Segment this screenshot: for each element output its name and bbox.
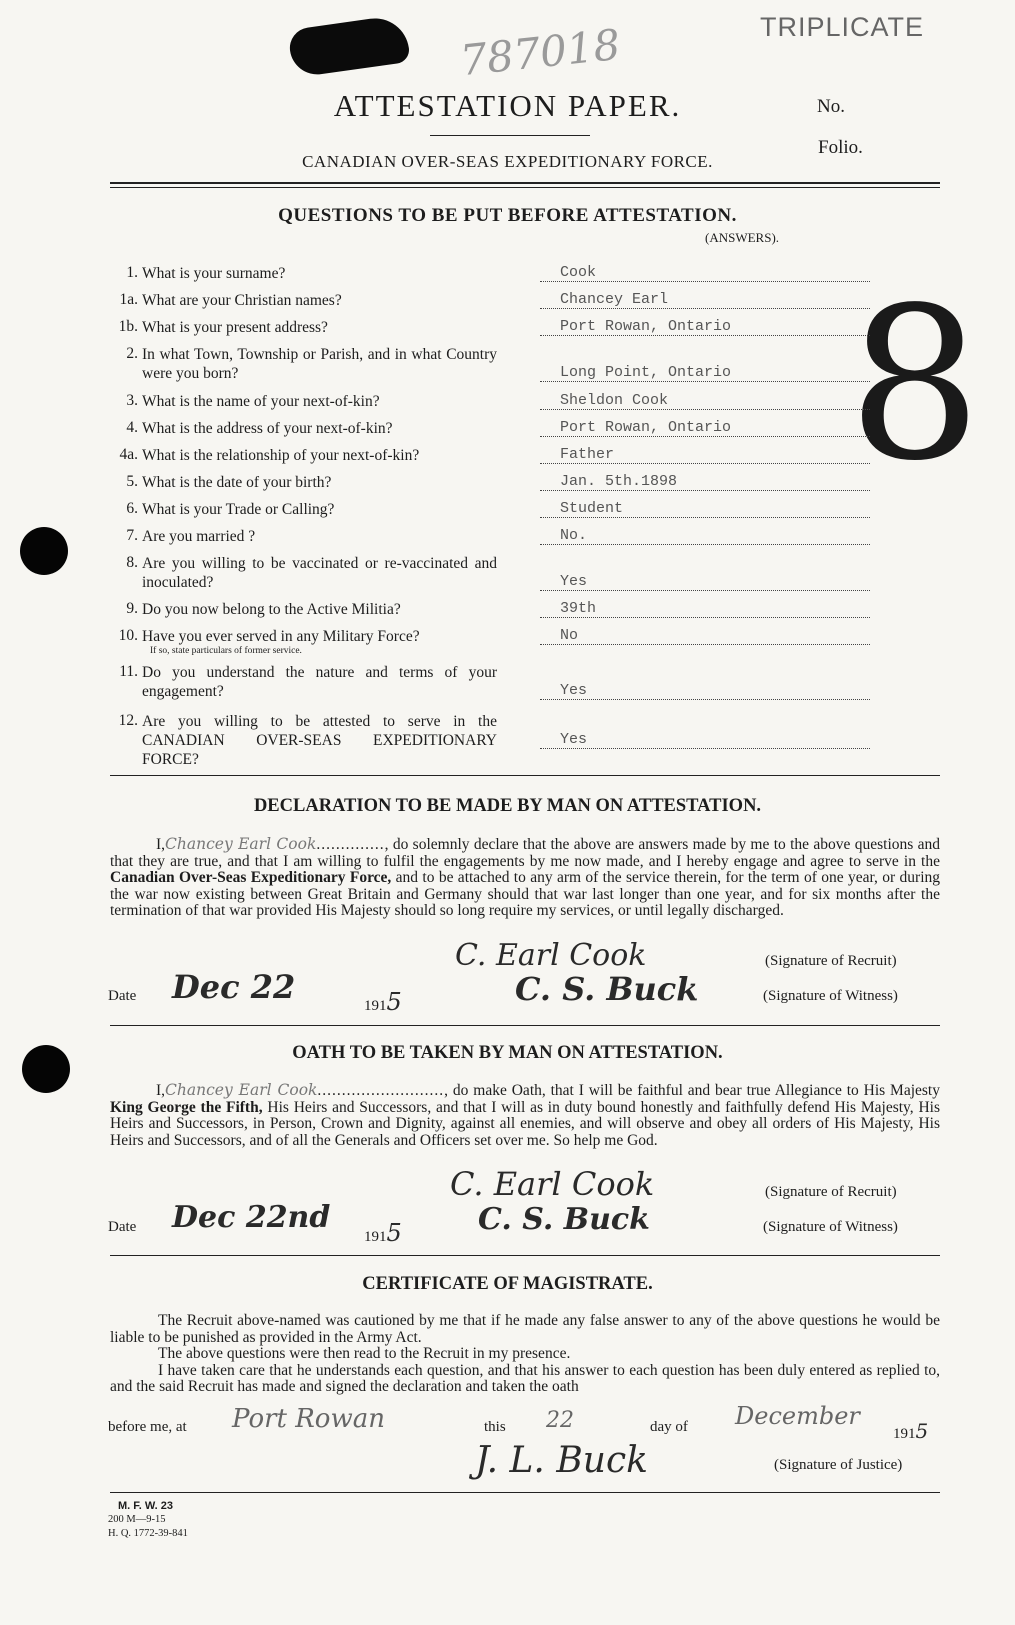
answer-value: Sheldon Cook [540, 392, 870, 410]
question-text: What is the address of your next-of-kin? [142, 420, 393, 437]
question-number: 6. [126, 500, 138, 517]
redaction-blot [287, 14, 411, 78]
question-number: 8. [126, 554, 138, 571]
punch-hole-top [20, 527, 68, 575]
title-rule [430, 135, 590, 136]
form-number: M. F. W. 23 [118, 1500, 174, 1512]
question-number: 1. [126, 264, 138, 281]
question-number: 3. [126, 392, 138, 409]
answer-value: Port Rowan, Ontario [540, 419, 870, 437]
question-text: What are your Christian names? [142, 292, 342, 309]
question-number: 2. [126, 345, 138, 362]
triplicate-stamp: TRIPLICATE [760, 12, 925, 42]
question-text: What is your present address? [142, 319, 328, 336]
question-number: 12. [118, 712, 138, 729]
oath-recruit-label: (Signature of Recruit) [765, 1184, 897, 1200]
no-label: No. [817, 96, 845, 117]
oath-date-label: Date [108, 1219, 137, 1235]
question-text: Are you married ? [142, 528, 256, 545]
page-subtitle: CANADIAN OVER-SEAS EXPEDITIONARY FORCE. [302, 152, 713, 171]
oath-rule [110, 1255, 940, 1256]
magistrate-before-label: before me, at [108, 1419, 187, 1435]
question-text: Do you now belong to the Active Militia? [142, 601, 401, 618]
oath-heading: OATH TO BE TAKEN BY MAN ON ATTESTATION. [292, 1043, 723, 1063]
declaration-rule [110, 1025, 940, 1026]
question-note: If so, state particulars of former service. [150, 646, 302, 656]
magistrate-year: 1915 [893, 1419, 929, 1443]
magistrate-month: December [735, 1402, 860, 1430]
oath-year: 1915 [364, 1219, 402, 1247]
answer-value: Port Rowan, Ontario [540, 318, 870, 336]
question-text: Do you understand the nature and terms of your engagement? [142, 664, 497, 700]
king-name: King George the Fifth, [110, 1098, 263, 1116]
declaration-heading: DECLARATION TO BE MADE BY MAN ON ATTESTATION. [253, 796, 762, 816]
magistrate-rule [110, 1492, 940, 1493]
magistrate-place: Port Rowan [232, 1404, 385, 1434]
questions-heading: QUESTIONS TO BE PUT BEFORE ATTESTATION. [278, 205, 737, 226]
page-title: ATTESTATION PAPER. [333, 88, 682, 123]
declaration-witness-signature: C. S. Buck [515, 970, 699, 1008]
oath-name: Chancey Earl Cook [165, 1081, 318, 1099]
question-text: In what Town, Township or Parish, and in what Country were you born? [142, 346, 497, 382]
answer-value: 39th [540, 600, 870, 618]
declaration-date: Dec 22 [172, 968, 296, 1006]
oath-witness-label: (Signature of Witness) [763, 1219, 898, 1235]
question-number: 11. [119, 663, 138, 680]
question-number: 9. [126, 600, 138, 617]
question-number: 7. [126, 527, 138, 544]
question-text: What is the name of your next-of-kin? [142, 393, 380, 410]
oath-witness-signature: C. S. Buck [478, 1202, 650, 1237]
question-text: What is the date of your birth? [142, 474, 332, 491]
answer-value: Jan. 5th.1898 [540, 473, 870, 491]
declaration-witness-label: (Signature of Witness) [763, 988, 898, 1004]
answers-label: (ANSWERS). [705, 230, 780, 245]
question-text: What is the relationship of your next-of-kin? [142, 447, 420, 464]
declaration-text: I,Chancey Earl Cook.............., do solemnly declare that the above are answers made by me to the above questions and that they are true, and that I am willing to fulfil the engagements by me now made, and I hereby engage and agree to serve in the Canadian Over-Seas Expeditionary Force, and to be attached to any arm of the service therein, for the term of one year, or during the war now existing between Great Britain and Germany should that war last longer than one year, and for six months after the termination of that war provided His Majesty should so long require my services, or until legally discharged. [110, 835, 941, 919]
answer-value: Father [540, 446, 870, 464]
header-rule-2 [110, 187, 940, 188]
declaration-recruit-signature: C. Earl Cook [455, 938, 647, 973]
big-number-stamp: 8 [848, 262, 982, 507]
regimental-number: 787018 [457, 19, 623, 86]
magistrate-day-of-label: day of [650, 1419, 688, 1435]
question-text: What is your surname? [142, 265, 286, 282]
magistrate-this-label: this [484, 1419, 506, 1435]
question-text: Are you willing to be attested to serve in the CANADIAN OVER-SEAS EXPEDITIONARY FORCE? [142, 713, 497, 768]
answer-value: Student [540, 500, 870, 518]
question-number: 4a. [119, 446, 138, 463]
answer-value: Long Point, Ontario [540, 364, 870, 382]
declaration-year: 1915 [364, 988, 402, 1016]
question-number: 4. [126, 419, 138, 436]
answer-value: Yes [540, 573, 870, 591]
answer-value: Yes [540, 682, 870, 700]
answer-value: Yes [540, 731, 870, 749]
question-number: 1b. [118, 318, 138, 335]
footer-line-2: 200 M—9-15 [108, 1514, 166, 1525]
header-rule-1 [110, 182, 940, 184]
answer-value: No [540, 627, 870, 645]
question-text: Have you ever served in any Military Force? [142, 628, 420, 645]
folio-label: Folio. [818, 137, 863, 158]
force-name: Canadian Over-Seas Expeditionary Force, [110, 869, 392, 886]
answer-value: Chancey Earl [540, 291, 870, 309]
magistrate-text: The Recruit above-named was cautioned by me that if he made any false answer to any of the above questions he would be liable to be punished as provided in the Army Act. The above questions were then read to the Recruit in my presence. I have taken care that he understands each question, and that his answer to each question has been duly entered as replied to, and the said Recruit has made and signed the declaration and taken the oath [110, 1312, 940, 1395]
questions-rule [110, 775, 940, 776]
question-text: Are you willing to be vaccinated or re-vaccinated and inoculated? [142, 555, 497, 591]
justice-signature: J. L. Buck [475, 1440, 648, 1481]
magistrate-heading: CERTIFICATE OF MAGISTRATE. [362, 1274, 653, 1294]
question-text: What is your Trade or Calling? [142, 501, 335, 518]
oath-recruit-signature: C. Earl Cook [450, 1165, 655, 1203]
magistrate-day: 22 [546, 1408, 574, 1433]
question-number: 1a. [119, 291, 138, 308]
question-number: 5. [126, 473, 138, 490]
declaration-name: Chancey Earl Cook [165, 835, 317, 853]
answer-value: No. [540, 527, 870, 545]
declaration-recruit-label: (Signature of Recruit) [765, 953, 897, 969]
justice-label: (Signature of Justice) [774, 1457, 903, 1473]
oath-text: I,Chancey Earl Cook.........................., do make Oath, that I will be faithful and bear true Allegiance to His Majesty King George the Fifth, His Heirs and Successors, and that I will as in duty bound honestly and faithfully defend His Majesty, His Heirs and Successors, in Person, Crown and Dignity, against all enemies, and will observe and obey all orders of His Majesty, His Heirs and Successors, and of all the Generals and Officers set over me. So help me God. [110, 1081, 941, 1149]
footer-line-3: H. Q. 1772-39-841 [108, 1528, 188, 1539]
declaration-date-label: Date [108, 988, 137, 1004]
oath-date: Dec 22nd [172, 1200, 331, 1235]
answer-value: Cook [540, 264, 870, 282]
question-number: 10. [118, 627, 138, 644]
